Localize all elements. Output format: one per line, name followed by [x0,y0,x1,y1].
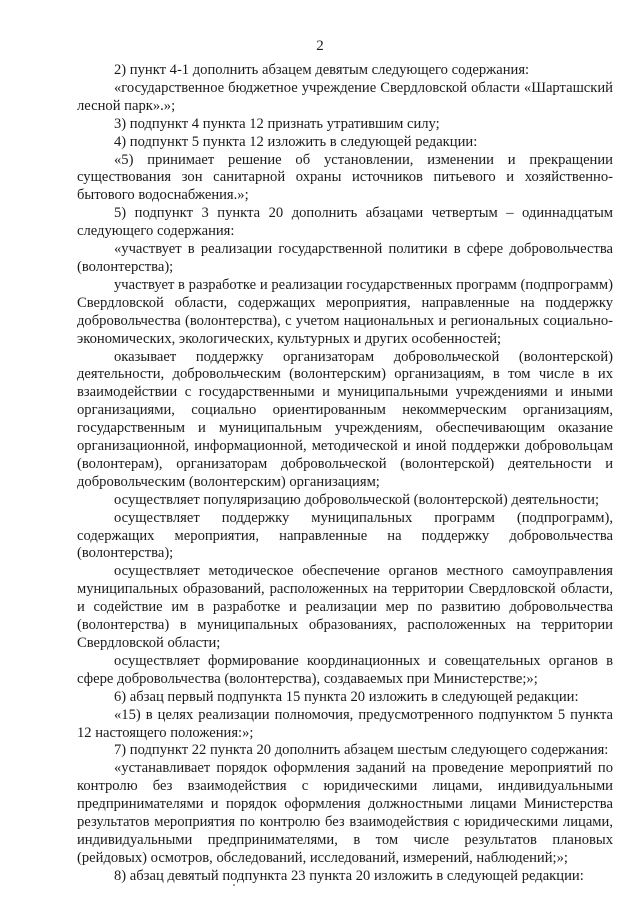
paragraph: 5) подпункт 3 пункта 20 дополнить абзацами четвертым – одиннадцатым следующего содержания: [77,205,613,240]
paragraph: «15) в целях реализации полномочия, предусмотренного подпунктом 5 пункта 12 настоящего положения:»; [77,706,613,741]
paragraph: 8) абзац девятый подпункта 23 пункта 20 изложить в следующей редакции: [114,867,584,884]
paragraph: осуществляет методическое обеспечение органов местного самоуправления муниципальных образований, расположенных на территории Свердловской области, и содействие им в разработке и реализации мер по развитию добровольчества (волонтерства) в муниципальных образованиях, расположенных на территории Свердловской области; [77,563,613,651]
paragraph: «5) принимает решение об установлении, изменении и прекращении существования зон санитарной охраны источников питьевого и хозяйственно-бытового водоснабжения.»; [77,151,613,204]
scan-speck [233,884,235,886]
paragraph: 2) пункт 4-1 дополнить абзацем девятым следующего содержания: [114,62,530,78]
page-number: 2 [316,38,324,54]
paragraph: осуществляет популяризацию добровольческой (волонтерской) деятельности; [114,491,600,508]
paragraph: осуществляет формирование координационных и совещательных органов в сфере добровольчества (волонтерства), создаваемых при Министерстве;»; [77,652,613,687]
paragraph: «государственное бюджетное учреждение Свердловской области «Шарташский лесной парк».»; [77,79,613,114]
paragraph: 4) подпункт 5 пункта 12 изложить в следующей редакции: [114,133,478,150]
paragraph: участвует в разработке и реализации государственных программ (подпрограмм) Свердловской области, содержащих мероприятия, направленные на поддержку добровольчества (волонтерства), с учетом национальных и региональных социально-экономических, экологических, культурных и других особенностей; [77,276,613,347]
paragraph: осуществляет поддержку муниципальных программ (подпрограмм), содержащих мероприятия, направленные на поддержку добровольчества (волонтерства); [77,509,613,562]
paragraph: 7) подпункт 22 пункта 20 дополнить абзацем шестым следующего содержания: [114,742,609,759]
paragraph: 6) абзац первый подпункта 15 пункта 20 изложить в следующей редакции: [114,688,579,705]
paragraph: оказывает поддержку организаторам добровольческой (волонтерской) деятельности, добровольческим (волонтерским) организациям, в том числе в их взаимодействии с государственными и муниципальными учреждениями и иными организациями, социально ориентированным некоммерческим организациям, государственным и муниципальным учреждениям, обеспечивающим оказание организационной, информационной, методической и иной поддержки добровольцам (волонтерам), организаторам добровольческой (волонтерской) деятельности и добровольческим (волонтерским) организациям; [77,348,613,490]
paragraph: 3) подпункт 4 пункта 12 признать утратившим силу; [114,115,440,132]
document-body [77,62,613,886]
paragraph: «устанавливает порядок оформления заданий на проведение мероприятий по контролю без взаимодействия с юридическими лицами, индивидуальными предпринимателями и порядок оформления должностными лицами Министерства результатов мероприятия по контролю без взаимодействия с юридическими лицами, индивидуальными предпринимателями, в том числе результатов плановых (рейдовых) осмотров, обследований, исследований, измерений, наблюдений;»; [77,760,613,866]
paragraph: «участвует в реализации государственной политики в сфере добровольчества (волонтерства); [77,241,613,275]
